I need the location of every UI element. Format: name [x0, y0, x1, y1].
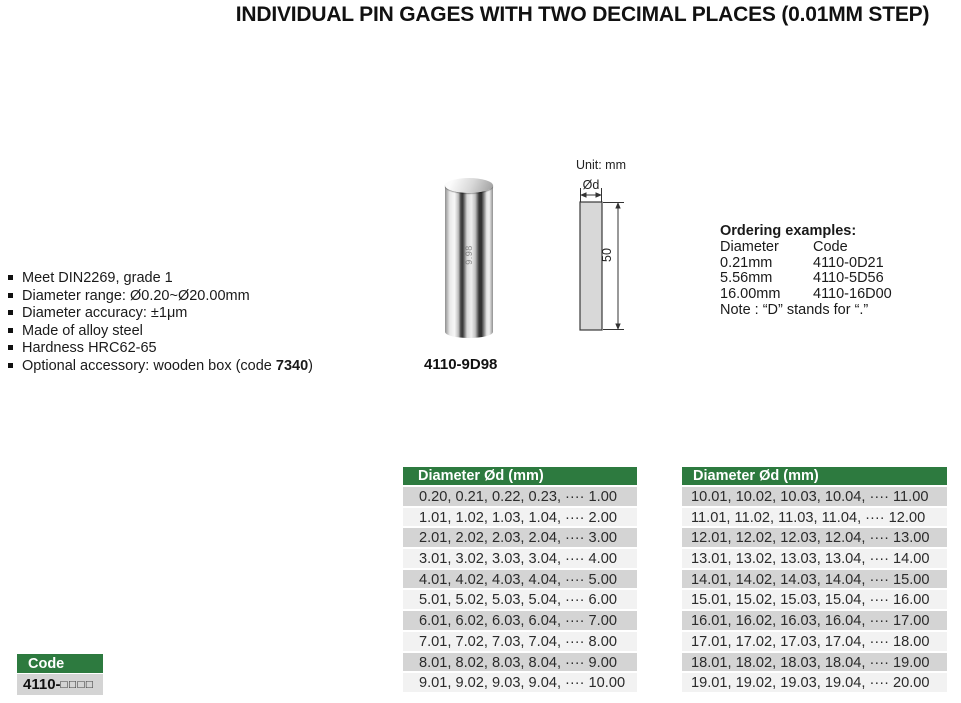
feature-item [8, 358, 313, 376]
pin-gage-photo [445, 178, 493, 338]
diameter-dimension-label: Ød [582, 178, 600, 192]
table-row: 15.01, 15.02, 15.03, 15.04, ···· 16.00 [682, 590, 947, 611]
length-dimension-label: 50 [600, 248, 614, 262]
table-body [403, 487, 637, 694]
pin-profile-rect [580, 202, 602, 330]
code-block-value [17, 674, 103, 695]
table-row: 3.01, 3.02, 3.03, 3.04, ···· 4.00 [403, 549, 637, 570]
ordering-col-code: Code [813, 238, 848, 255]
feature-item [8, 340, 313, 358]
feature-item [8, 323, 313, 341]
bullet-square-icon [8, 275, 13, 280]
feature-text: Meet DIN2269, grade 1 [22, 270, 173, 286]
ordering-col-diameter: Diameter [720, 238, 779, 255]
bullet-square-icon [8, 345, 13, 350]
table-header: Diameter Ød (mm) [682, 467, 947, 487]
product-code-caption: 4110-9D98 [424, 356, 498, 373]
ordering-diameter: 16.00mm [720, 286, 781, 303]
feature-text: Diameter range: Ø0.20~Ø20.00mm [22, 287, 250, 304]
table-row: 7.01, 7.02, 7.03, 7.04, ···· 8.00 [403, 632, 637, 653]
ordering-code: 4110-0D21 [813, 254, 884, 271]
ordering-code: 4110-5D56 [813, 270, 884, 287]
diameter-table-right [682, 467, 947, 694]
table-row: 8.01, 8.02, 8.03, 8.04, ···· 9.00 [403, 653, 637, 674]
ordering-title: Ordering examples: [720, 223, 857, 239]
page-title: INDIVIDUAL PIN GAGES WITH TWO DECIMAL PLACES (0.01MM STEP) [235, 3, 930, 26]
table-row: 4.01, 4.02, 4.03, 4.04, ···· 5.00 [403, 570, 637, 591]
feature-text: Made of alloy steel [22, 322, 143, 339]
table-row: 11.01, 11.02, 11.03, 11.04, ···· 12.00 [682, 508, 947, 529]
pin-gage-top-face [445, 178, 493, 193]
bullet-square-icon [8, 293, 13, 298]
table-row: 10.01, 10.02, 10.03, 10.04, ···· 11.00 [682, 487, 947, 508]
table-header: Diameter Ød (mm) [403, 467, 637, 487]
bullet-square-icon [8, 310, 13, 315]
table-row: 13.01, 13.02, 13.03, 13.04, ···· 14.00 [682, 549, 947, 570]
table-row: 6.01, 6.02, 6.03, 6.04, ···· 7.00 [403, 611, 637, 632]
feature-text: Hardness HRC62-65 [22, 340, 157, 357]
table-row: 5.01, 5.02, 5.03, 5.04, ···· 6.00 [403, 590, 637, 611]
table-row: 0.20, 0.21, 0.22, 0.23, ···· 1.00 [403, 487, 637, 508]
feature-text: Optional accessory: wooden box (code [22, 357, 276, 374]
table-row: 1.01, 1.02, 1.03, 1.04, ···· 2.00 [403, 508, 637, 529]
bullet-square-icon [8, 363, 13, 368]
ordering-note: Note : “D” stands for “.” [720, 301, 869, 318]
ordering-examples [720, 224, 892, 319]
table-row: 19.01, 19.02, 19.03, 19.04, ···· 20.00 [682, 673, 947, 694]
feature-item [8, 288, 313, 306]
ordering-header-row [720, 240, 892, 256]
table-row: 14.01, 14.02, 14.03, 14.04, ···· 15.00 [682, 570, 947, 591]
feature-text: Diameter accuracy: ±1μm [22, 305, 188, 322]
code-block [17, 654, 103, 695]
table-body [682, 487, 947, 694]
bullet-square-icon [8, 328, 13, 333]
feature-item [8, 270, 313, 288]
table-row: 17.01, 17.02, 17.03, 17.04, ···· 18.00 [682, 632, 947, 653]
feature-text-suffix: ) [308, 357, 314, 374]
unit-label: Unit: mm [576, 158, 626, 172]
ordering-code: 4110-16D00 [813, 286, 892, 303]
feature-text-bold: 7340 [275, 357, 309, 374]
ordering-row [720, 287, 892, 303]
code-placeholder-boxes: □□□□ [60, 679, 95, 691]
ordering-rows [720, 256, 892, 303]
table-row: 2.01, 2.02, 2.03, 2.04, ···· 3.00 [403, 528, 637, 549]
table-row: 16.01, 16.02, 16.03, 16.04, ···· 17.00 [682, 611, 947, 632]
ordering-diameter: 0.21mm [720, 254, 773, 271]
ordering-row [720, 271, 892, 287]
table-row: 9.01, 9.02, 9.03, 9.04, ···· 10.00 [403, 673, 637, 694]
feature-item [8, 305, 313, 323]
code-block-header: Code [17, 654, 103, 674]
diameter-table-left [403, 467, 637, 694]
pin-gage-marking: 9.98 [463, 245, 474, 265]
ordering-diameter: 5.56mm [720, 270, 773, 287]
table-row: 18.01, 18.02, 18.03, 18.04, ···· 19.00 [682, 653, 947, 674]
code-prefix: 4110- [23, 676, 61, 693]
table-row: 12.01, 12.02, 12.03, 12.04, ···· 13.00 [682, 528, 947, 549]
ordering-row [720, 256, 892, 272]
feature-list [8, 270, 313, 376]
